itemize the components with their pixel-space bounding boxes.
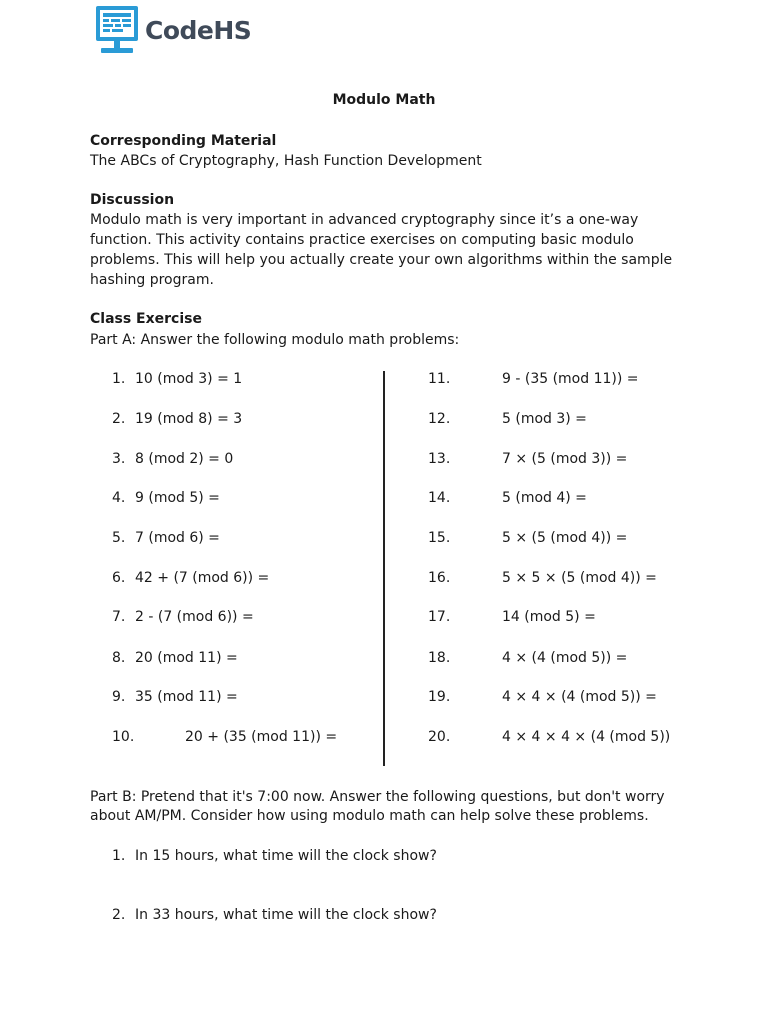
problem-text: 5 × 5 × (5 (mod 4)) =	[502, 570, 657, 586]
logo-text: CodeHS	[145, 15, 252, 45]
problem-number: 15.	[428, 530, 451, 546]
problem-number: 20.	[428, 729, 451, 745]
question-number: 2.	[112, 907, 126, 923]
problem-text: 35 (mod 11) =	[135, 689, 238, 705]
problem-text: 4 × (4 (mod 5)) =	[502, 650, 628, 666]
problem-number: 18.	[428, 650, 451, 666]
problem-number: 3.	[112, 451, 126, 467]
problem-text: 9 (mod 5) =	[135, 490, 220, 506]
problem-text: 4 × 4 × 4 × (4 (mod 5))	[502, 729, 671, 745]
problem-number: 12.	[428, 411, 451, 427]
part-b-line: about AM/PM. Consider how using modulo math can help solve these problems.	[90, 808, 649, 824]
problem-text: 5 (mod 3) =	[502, 411, 587, 427]
problem-text: 42 + (7 (mod 6)) =	[135, 570, 270, 586]
codehs-logo	[95, 4, 251, 56]
problem-text: 20 + (35 (mod 11)) =	[185, 729, 338, 745]
problem-text: 9 - (35 (mod 11)) =	[502, 371, 639, 387]
problem-text: 10 (mod 3) = 1	[135, 371, 243, 387]
corresponding-heading: Corresponding Material	[90, 133, 277, 149]
question-text: In 15 hours, what time will the clock show?	[135, 848, 437, 864]
problem-text: 8 (mod 2) = 0	[135, 451, 234, 467]
problem-number: 17.	[428, 609, 451, 625]
discussion-line: problems. This will help you actually create your own algorithms within the sample	[90, 252, 673, 268]
class-exercise-heading: Class Exercise	[90, 311, 202, 327]
problem-text: 7 (mod 6) =	[135, 530, 220, 546]
problem-number: 4.	[112, 490, 126, 506]
discussion-line: hashing program.	[90, 272, 214, 288]
discussion-line: Modulo math is very important in advanced cryptography since it’s a one-way	[90, 212, 639, 228]
discussion-line: function. This activity contains practice exercises on computing basic modulo	[90, 232, 634, 248]
corresponding-text: The ABCs of Cryptography, Hash Function Development	[90, 153, 482, 169]
page-title: Modulo Math	[332, 92, 436, 108]
problem-text: 14 (mod 5) =	[502, 609, 596, 625]
question-number: 1.	[112, 848, 126, 864]
problem-text: 4 × 4 × (4 (mod 5)) =	[502, 689, 657, 705]
problem-text: 2 - (7 (mod 6)) =	[135, 609, 254, 625]
problem-number: 8.	[112, 650, 126, 666]
problem-text: 5 (mod 4) =	[502, 490, 587, 506]
part-a-instructions: Part A: Answer the following modulo math problems:	[90, 332, 460, 348]
problem-number: 14.	[428, 490, 451, 506]
problem-text: 19 (mod 8) = 3	[135, 411, 243, 427]
problem-number: 9.	[112, 689, 126, 705]
problem-number: 16.	[428, 570, 451, 586]
problem-number: 6.	[112, 570, 126, 586]
part-b-line: Part B: Pretend that it's 7:00 now. Answer the following questions, but don't worry	[90, 789, 665, 805]
column-divider	[383, 371, 385, 766]
problem-text: 20 (mod 11) =	[135, 650, 238, 666]
question-text: In 33 hours, what time will the clock show?	[135, 907, 437, 923]
problem-number: 1.	[112, 371, 126, 387]
problem-number: 2.	[112, 411, 126, 427]
discussion-heading: Discussion	[90, 192, 175, 208]
problem-text: 5 × (5 (mod 4)) =	[502, 530, 628, 546]
problem-number: 11.	[428, 371, 451, 387]
problem-number: 13.	[428, 451, 451, 467]
problem-number: 10.	[112, 729, 135, 745]
problem-number: 19.	[428, 689, 451, 705]
problem-number: 5.	[112, 530, 126, 546]
monitor-code-icon	[95, 5, 139, 55]
problem-number: 7.	[112, 609, 126, 625]
problem-text: 7 × (5 (mod 3)) =	[502, 451, 628, 467]
